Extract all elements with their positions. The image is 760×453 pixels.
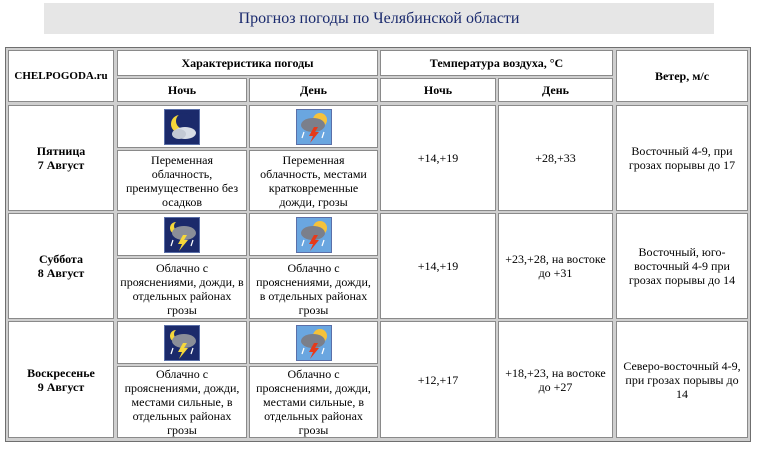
row-2-night-desc: Облачно с прояснениями, дожди, в отдельных районах грозы xyxy=(117,258,247,319)
wind-header: Ветер, м/с xyxy=(616,50,748,102)
row-2-date: Суббота 8 Август xyxy=(8,213,114,319)
thunderstorm-sun-icon xyxy=(296,325,332,361)
row-1-day-desc: Переменная облачность, местами кратковременные дожди, грозы xyxy=(249,150,378,211)
thunderstorm-sun-icon xyxy=(296,109,332,145)
night-header: Ночь xyxy=(117,78,247,102)
row-2-temp-night: +14,+19 xyxy=(380,213,496,319)
moon-cloud-icon xyxy=(164,109,200,145)
page-title-bar xyxy=(44,3,714,34)
row-3-night-desc: Облачно с прояснениями, дожди, местами сильные, в отдельных районах грозы xyxy=(117,366,247,438)
thunderstorm-sun-icon xyxy=(296,217,332,253)
row-1-date: Пятница 7 Август xyxy=(8,105,114,211)
temp-day-header: День xyxy=(498,78,613,102)
temp-night-header: Ночь xyxy=(380,78,496,102)
row-3-day-desc: Облачно с прояснениями, дожди, местами сильные, в отдельных районах грозы xyxy=(249,366,378,438)
row-2-night-icon-cell xyxy=(117,213,247,256)
site-name-cell xyxy=(8,50,114,102)
day-header: День xyxy=(249,78,378,102)
row-1-night-desc: Переменная облачность, преимущественно без осадков xyxy=(117,150,247,211)
row-2-wind: Восточный, юго-восточный 4-9 при грозах порывы до 14 xyxy=(616,213,748,319)
weather-header: Характеристика погоды xyxy=(117,50,378,76)
row-1-night-icon-cell xyxy=(117,105,247,148)
row-3-wind: Северо-восточный 4-9, при грозах порывы до 14 xyxy=(616,321,748,438)
temperature-header: Температура воздуха, °C xyxy=(380,50,613,76)
thunderstorm-night-icon xyxy=(164,217,200,253)
row-3-temp-night: +12,+17 xyxy=(380,321,496,438)
row-2-day-desc: Облачно с прояснениями, дожди, в отдельных районах грозы xyxy=(249,258,378,319)
page-title: Прогноз погоды по Челябинской области xyxy=(238,9,520,27)
row-1-temp-night: +14,+19 xyxy=(380,105,496,211)
row-1-temp-day: +28,+33 xyxy=(498,105,613,211)
row-3-temp-day: +18,+23, на востоке до +27 xyxy=(498,321,613,438)
row-3-day-icon-cell xyxy=(249,321,378,364)
row-2-temp-day: +23,+28, на востоке до +31 xyxy=(498,213,613,319)
thunderstorm-night-icon xyxy=(164,325,200,361)
row-1-wind: Восточный 4-9, при грозах порывы до 17 xyxy=(616,105,748,211)
site-name: CHELPOGODA.ru xyxy=(14,70,108,82)
row-2-day-icon-cell xyxy=(249,213,378,256)
row-3-date: Воскресенье 9 Август xyxy=(8,321,114,438)
row-1-day-icon-cell xyxy=(249,105,378,148)
forecast-table xyxy=(5,47,751,442)
row-3-night-icon-cell xyxy=(117,321,247,364)
